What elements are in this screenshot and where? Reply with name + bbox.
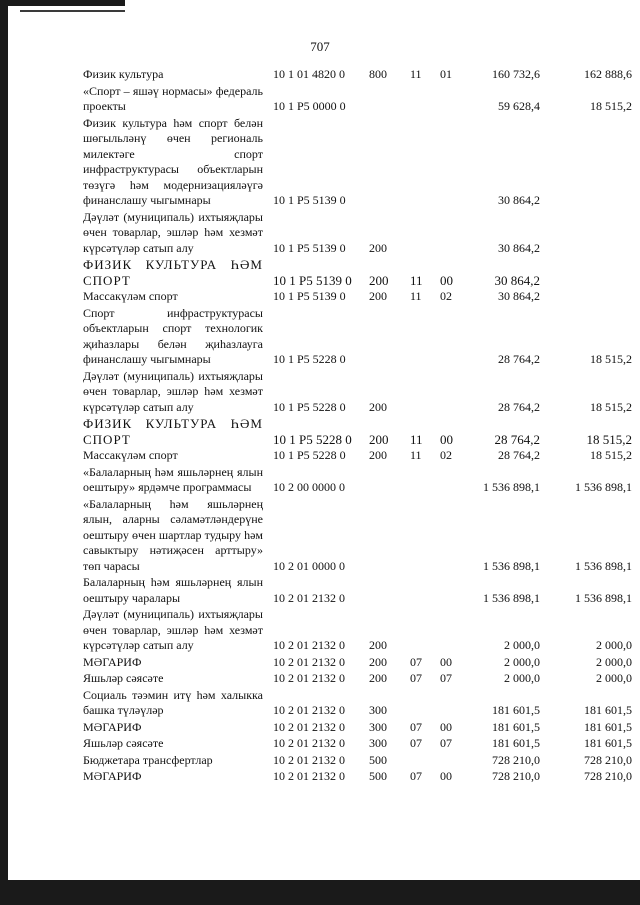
row-code: 10 2 01 2132 0 bbox=[273, 736, 345, 750]
row-a1: 30 864,2 bbox=[498, 289, 540, 303]
row-rz: 11 bbox=[410, 67, 422, 81]
row-a2: 18 515,2 bbox=[590, 448, 632, 462]
row-a2: 18 515,2 bbox=[590, 99, 632, 113]
row-a1: 28 764,2 bbox=[498, 399, 540, 414]
row-code: 10 2 01 2132 0 bbox=[273, 719, 345, 734]
row-a1: 181 601,5 bbox=[492, 736, 540, 750]
table-row bbox=[0, 210, 640, 257]
row-a1: 1 536 898,1 bbox=[483, 590, 540, 605]
table-row bbox=[0, 369, 640, 416]
row-name: «Балаларның һәм яшьләрнең ялын, аларны сәламәтләндерүне оештыру өчен шартлар тудыру һәм савыктыру нәтиҗәсен арттыру» төп чарасы bbox=[83, 496, 263, 573]
table-row bbox=[0, 289, 640, 305]
row-vr: 200 bbox=[369, 272, 389, 288]
row-pr: 07 bbox=[440, 671, 452, 685]
row-a2: 1 536 898,1 bbox=[575, 558, 632, 573]
row-vr: 300 bbox=[369, 719, 387, 734]
row-a1: 28 764,2 bbox=[494, 431, 540, 447]
row-rz: 11 bbox=[410, 272, 423, 288]
table-row bbox=[0, 688, 640, 719]
row-pr: 01 bbox=[440, 67, 452, 81]
row-a1: 160 732,6 bbox=[492, 67, 540, 81]
row-code: 10 1 Р5 5139 0 bbox=[273, 240, 346, 255]
row-pr: 00 bbox=[440, 431, 453, 447]
row-name: Дәүләт (муниципаль) ихтыяҗлары өчен товарлар, эшләр һәм хезмәт күрсәтүләр сатып алу bbox=[83, 368, 263, 414]
table-row bbox=[0, 753, 640, 769]
row-a2: 728 210,0 bbox=[584, 769, 632, 783]
row-a1: 2 000,0 bbox=[504, 671, 540, 685]
table-row bbox=[0, 306, 640, 368]
row-vr: 200 bbox=[369, 654, 387, 669]
row-a2: 181 601,5 bbox=[584, 703, 632, 717]
row-vr: 200 bbox=[369, 399, 387, 414]
row-name: Дәүләт (муниципаль) ихтыяҗлары өчен товарлар, эшләр һәм хезмәт күрсәтүләр сатып алу bbox=[83, 607, 263, 652]
row-a2: 18 515,2 bbox=[590, 399, 632, 414]
row-a1: 30 864,2 bbox=[498, 240, 540, 255]
row-name: ФИЗИК КУЛЬТУРА ҺӘМ СПОРТ bbox=[83, 416, 263, 447]
row-vr: 200 bbox=[369, 289, 387, 303]
row-a2: 728 210,0 bbox=[584, 752, 632, 767]
row-a2: 2 000,0 bbox=[596, 671, 632, 685]
row-code: 10 2 01 2132 0 bbox=[273, 769, 345, 783]
page-number: 707 bbox=[310, 39, 330, 54]
scan-edge-bottom bbox=[0, 880, 640, 905]
row-pr: 00 bbox=[440, 719, 452, 734]
row-name: Яшьләр сәясәте bbox=[83, 671, 164, 685]
row-code: 10 2 00 0000 0 bbox=[273, 480, 345, 494]
row-rz: 11 bbox=[410, 289, 422, 303]
row-rz: 07 bbox=[410, 719, 422, 734]
row-a1: 1 536 898,1 bbox=[483, 558, 540, 573]
row-code: 10 1 01 4820 0 bbox=[273, 67, 345, 81]
table-row bbox=[0, 575, 640, 606]
row-code: 10 1 Р5 5228 0 bbox=[273, 352, 346, 366]
row-name: МӘГАРИФ bbox=[83, 769, 142, 783]
row-a2: 18 515,2 bbox=[586, 431, 632, 447]
scan-edge-top-line bbox=[20, 10, 125, 12]
row-vr: 300 bbox=[369, 736, 387, 750]
row-code: 10 2 01 2132 0 bbox=[273, 752, 345, 767]
row-a1: 1 536 898,1 bbox=[483, 480, 540, 494]
row-a1: 28 764,2 bbox=[498, 448, 540, 462]
row-vr: 500 bbox=[369, 769, 387, 783]
table-row bbox=[0, 720, 640, 736]
row-a1: 728 210,0 bbox=[492, 769, 540, 783]
table-row bbox=[0, 448, 640, 464]
row-a2: 162 888,6 bbox=[584, 67, 632, 81]
row-pr: 02 bbox=[440, 289, 452, 303]
row-vr: 200 bbox=[369, 671, 387, 685]
row-name: Бюджетара трансфертлар bbox=[83, 752, 213, 767]
table-row bbox=[0, 416, 640, 447]
table-row bbox=[0, 116, 640, 209]
row-a2: 181 601,5 bbox=[584, 736, 632, 750]
row-code: 10 1 Р5 5139 0 bbox=[273, 272, 352, 288]
row-pr: 07 bbox=[440, 736, 452, 750]
row-a2: 181 601,5 bbox=[584, 719, 632, 734]
row-name: Физик культура һәм спорт белән шөгыльләнү өчен региональ милектәге спорт инфраструктурасы объектларын төзүгә һәм модернизацияләүгә финанслашу чыгымнары bbox=[83, 115, 263, 207]
table-row bbox=[0, 257, 640, 288]
table-row bbox=[0, 497, 640, 575]
table-row bbox=[0, 736, 640, 752]
budget-table bbox=[0, 67, 640, 786]
row-code: 10 1 Р5 5139 0 bbox=[273, 193, 346, 207]
row-rz: 11 bbox=[410, 448, 422, 462]
row-name: Дәүләт (муниципаль) ихтыяҗлары өчен товарлар, эшләр һәм хезмәт күрсәтүләр сатып алу bbox=[83, 209, 263, 255]
row-pr: 00 bbox=[440, 654, 452, 669]
row-rz: 07 bbox=[410, 769, 422, 783]
row-code: 10 1 Р5 5228 0 bbox=[273, 448, 346, 462]
table-row bbox=[0, 655, 640, 671]
row-a1: 181 601,5 bbox=[492, 719, 540, 734]
row-vr: 300 bbox=[369, 703, 387, 717]
row-name: Яшьләр сәясәте bbox=[83, 736, 164, 750]
row-name: ФИЗИК КУЛЬТУРА ҺӘМ СПОРТ bbox=[83, 257, 263, 288]
row-pr: 00 bbox=[440, 272, 453, 288]
row-rz: 07 bbox=[410, 671, 422, 685]
table-row bbox=[0, 67, 640, 83]
row-rz: 11 bbox=[410, 431, 423, 447]
row-a1: 30 864,2 bbox=[498, 193, 540, 207]
row-name: МӘГАРИФ bbox=[83, 719, 142, 734]
row-vr: 500 bbox=[369, 752, 387, 767]
row-a2: 2 000,0 bbox=[596, 638, 632, 652]
row-code: 10 2 01 2132 0 bbox=[273, 703, 345, 717]
row-vr: 200 bbox=[369, 638, 387, 652]
row-a2: 1 536 898,1 bbox=[575, 590, 632, 605]
row-pr: 02 bbox=[440, 448, 452, 462]
table-row bbox=[0, 769, 640, 785]
row-name: Массакүләм спорт bbox=[83, 289, 178, 303]
row-code: 10 1 Р5 0000 0 bbox=[273, 99, 346, 113]
row-name: Балаларның һәм яшьләрнең ялын оештыру чаралары bbox=[83, 575, 263, 605]
row-rz: 07 bbox=[410, 654, 422, 669]
row-code: 10 2 01 0000 0 bbox=[273, 558, 345, 573]
table-row bbox=[0, 607, 640, 654]
row-name: МӘГАРИФ bbox=[83, 654, 142, 669]
row-name: «Спорт – яшәү нормасы» федераль проекты bbox=[83, 83, 263, 113]
row-a1: 28 764,2 bbox=[498, 352, 540, 366]
row-vr: 200 bbox=[369, 448, 387, 462]
table-row bbox=[0, 84, 640, 115]
row-a1: 2 000,0 bbox=[504, 654, 540, 669]
row-a1: 181 601,5 bbox=[492, 703, 540, 717]
table-row bbox=[0, 465, 640, 496]
row-code: 10 1 Р5 5139 0 bbox=[273, 289, 346, 303]
row-name: Массакүләм спорт bbox=[83, 448, 178, 462]
row-a2: 1 536 898,1 bbox=[575, 480, 632, 494]
row-name: Социаль тәэмин итү һәм халыкка башка түләүләр bbox=[83, 687, 263, 717]
row-a2: 18 515,2 bbox=[590, 352, 632, 366]
row-rz: 07 bbox=[410, 736, 422, 750]
row-a1: 59 628,4 bbox=[498, 99, 540, 113]
row-vr: 800 bbox=[369, 67, 387, 81]
row-vr: 200 bbox=[369, 431, 389, 447]
row-code: 10 2 01 2132 0 bbox=[273, 590, 345, 605]
row-a1: 728 210,0 bbox=[492, 752, 540, 767]
row-code: 10 2 01 2132 0 bbox=[273, 638, 345, 652]
row-code: 10 1 Р5 5228 0 bbox=[273, 399, 346, 414]
row-code: 10 2 01 2132 0 bbox=[273, 671, 345, 685]
row-a1: 30 864,2 bbox=[494, 272, 540, 288]
row-a2: 2 000,0 bbox=[596, 654, 632, 669]
row-code: 10 2 01 2132 0 bbox=[273, 654, 345, 669]
table-row bbox=[0, 671, 640, 687]
row-name: Физик культура bbox=[83, 67, 164, 81]
row-code: 10 1 Р5 5228 0 bbox=[273, 431, 352, 447]
row-pr: 00 bbox=[440, 769, 452, 783]
row-a1: 2 000,0 bbox=[504, 638, 540, 652]
row-name: Спорт инфраструктурасы объектларын спорт технологик җиһазлары белән җиһазлауга финанслашу чыгымнары bbox=[83, 305, 263, 366]
scan-edge-top bbox=[0, 0, 125, 6]
row-vr: 200 bbox=[369, 240, 387, 255]
row-name: «Балаларның һәм яшьләрнең ялын оештыру» ярдәмче программасы bbox=[83, 464, 263, 494]
